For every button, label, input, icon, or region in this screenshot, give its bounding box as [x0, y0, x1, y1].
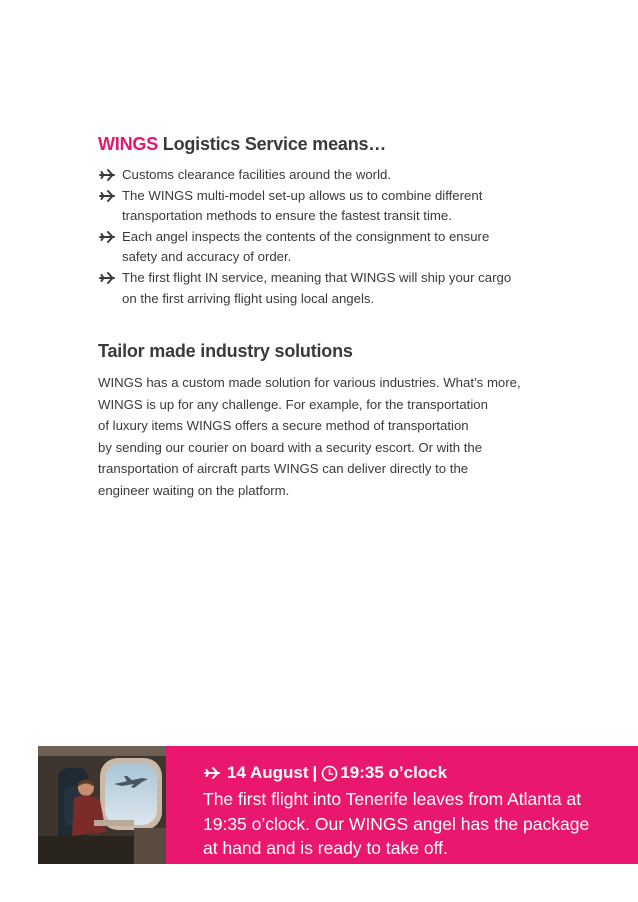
paragraph-line: engineer waiting on the platform. [98, 482, 290, 498]
airplane-icon [98, 165, 116, 185]
flight-banner [38, 746, 638, 864]
flight-description [203, 787, 633, 861]
list-item [98, 268, 558, 309]
bullet-line: The first flight IN service, meaning that WINGS will ship your cargo [122, 269, 512, 285]
list-item [98, 227, 558, 268]
paragraph-line: WINGS is up for any challenge. For example, for the transportation [98, 396, 488, 412]
industry-solutions-heading: Tailor made industry solutions [98, 341, 353, 361]
description-line: 19:35 o’clock. Our WINGS angel has the package [203, 813, 590, 834]
flight-datetime [203, 760, 633, 786]
paragraph-line: WINGS has a custom made solution for various industries. What’s more, [98, 375, 521, 390]
bullet-line: The WINGS multi-model set-up allows us to combine different [122, 187, 483, 203]
flight-info [203, 760, 633, 861]
description-line: The first flight into Tenerife leaves from Atlanta at [203, 789, 582, 809]
date-time-separator: | [312, 763, 318, 782]
industry-solutions-paragraph [98, 372, 558, 501]
bullet-line: transportation methods to ensure the fastest transit time. [122, 208, 452, 224]
service-bullet-list [98, 165, 558, 309]
paragraph-line: transportation of aircraft parts WINGS can deliver directly to the [98, 461, 469, 476]
bullet-line: on the first arriving flight using local angels. [122, 290, 375, 306]
brand-name: WINGS [98, 134, 158, 154]
flight-date: 14 August [227, 763, 309, 782]
paragraph-line: by sending our courier on board with a security escort. Or with the [98, 439, 483, 455]
airplane-icon [98, 227, 116, 247]
paragraph-line: of luxury items WINGS offers a secure method of transportation [98, 418, 469, 433]
airplane-icon [203, 763, 221, 783]
bullet-line: Each angel inspects the contents of the consignment to ensure [122, 228, 490, 244]
bullet-line: Customs clearance facilities around the world. [122, 167, 392, 182]
flight-time: 19:35 o’clock [340, 763, 448, 782]
list-item [98, 186, 558, 227]
logistics-service-heading [98, 134, 558, 155]
passenger-photo [38, 746, 166, 864]
heading-rest: Logistics Service means… [158, 134, 387, 154]
logistics-service-section [98, 134, 558, 309]
industry-solutions-section [98, 341, 558, 501]
list-item [98, 165, 558, 186]
airplane-icon [98, 268, 116, 288]
airplane-icon [98, 186, 116, 206]
description-line: at hand and is ready to take off. [203, 838, 448, 858]
clock-icon [321, 765, 338, 782]
bullet-line: safety and accuracy of order. [122, 249, 292, 265]
passenger-window-illustration [38, 746, 166, 864]
